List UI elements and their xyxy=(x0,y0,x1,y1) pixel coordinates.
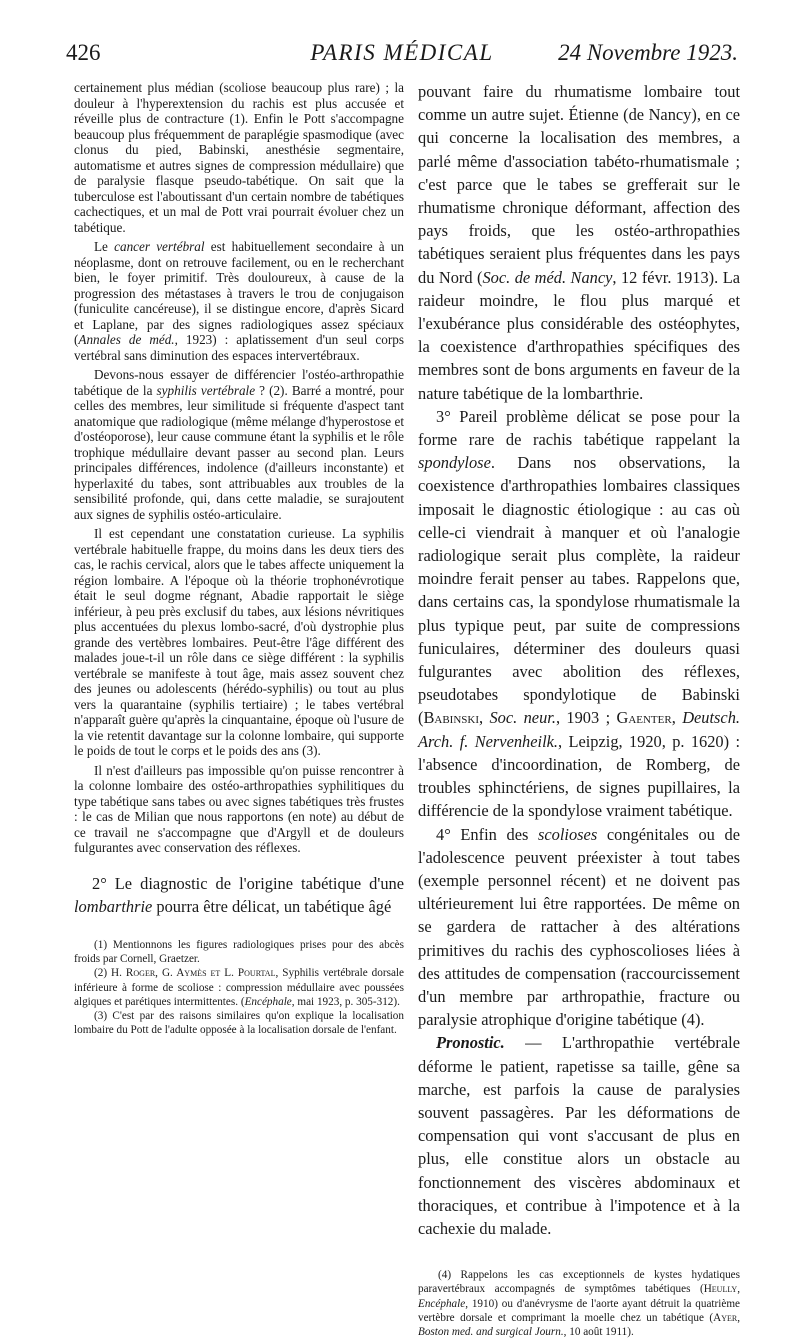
citation-annales: Annales de méd. xyxy=(78,332,175,347)
journal-title: PARIS MÉDICAL xyxy=(310,40,494,65)
issue-date: 24 Novembre 1923. xyxy=(558,40,738,65)
term-cancer-vertebral: cancer vertébral xyxy=(114,239,205,254)
citation-boston-journ: Boston med. and surgical Journ. xyxy=(418,1325,564,1338)
citation-deutsch-arch: Deutsch. Arch. f. Nervenheilk. xyxy=(418,708,740,751)
term-scolioses: scolioses xyxy=(538,824,598,844)
paragraph-diagnostic-2: 2° Le diagnostic de l'origine tabétique d'une lombarthrie pourra être délicat, un tabétique âgé xyxy=(74,873,404,916)
footnote-1: (1) Mentionnons les figures radiologiques prises pour des abcès froids par Cornell, Graetzer. xyxy=(74,938,404,966)
citation-soc-med-nancy: Soc. de méd. Nancy xyxy=(482,267,613,287)
citation-encephale-1910: Encéphale xyxy=(418,1297,466,1310)
term-spondylose: spondylose xyxy=(418,453,491,473)
footnote-3: (3) C'est par des raisons similaires qu'on explique la localisation lombaire du Pott de l'adulte opposée à la localisation dorsale de l'enfant. xyxy=(74,1009,404,1037)
paragraph-syphilis-vertebrale: Devons-nous essayer de différencier l'ostéo-arthropathie tabétique de la syphilis vertébrale ? (2). Barré a montré, pour celles des membres, leur similitude si fréquente d'aspect tant anatomique que radiologique (même mélange d'hyperostose et d'ostéoporose), leur cause commune étant la syphilis et le rôle trophique médullaire devant passer au second plan. Leurs principales différences, indolence (d'ailleurs inconstante) et hyperlaxité du tabes, sont attribuables aux troubles de la sensibilité profonde, qui, dans cette maladie, se surajoutent aux signes de syphilis ostéo-articulaire. xyxy=(74,367,404,522)
term-lombarthrie: lombarthrie xyxy=(74,896,153,916)
paragraph-diagnostic-4-scolioses: 4° Enfin des scolioses congénitales ou de l'adolescence peuvent préexister à tout tabes (exemple personnel récent) et ne doivent pas ultérieurement lui être rapportées. De même on se gardera de rattacher à des altérations primitives du rachis des cyphoscolioses liées à des attitudes de compensation (raccourcissement d'un membre par arthropathie, fracture ou paralysie atrophique d'origine tabétique (4). xyxy=(418,824,741,1030)
author-heully: Heully xyxy=(703,1283,738,1296)
paragraph-cancer-vertebral: Le cancer vertébral est habituellement secondaire à un néoplasme, dont on retrouve facilement, ou en le recherchant bien, le foyer primitif. Très douloureux, à cause de la progression des métastases à travers le trou de conjugaison (funiculite cancéreuse), il se distingue encore, d'après Sicard et Laplane, par des signes radiologiques assez spéciaux (Annales de méd., 1923) : aplatissement d'un seul corps vertébral sans diminution des espaces intervertébraux. xyxy=(74,239,404,363)
term-syphilis-vertebrale: syphilis vertébrale xyxy=(156,382,256,398)
section-heading-pronostic: Pronostic. xyxy=(436,1033,505,1053)
paragraph-diagnostic-3-spondylose: 3° Pareil problème délicat se pose pour la forme rare de rachis tabétique rappelant la spondylose. Dans nos observations, la coexistence d'arthropathies lombaires classiques imposait le diagnostic étiologique : au cas où celle-ci viendrait à manquer et où l'analogie radiologique serait plus complète, la raideur moindre ferait penser au tabes. Rappelons que, dans certains cas, la spondylose rhumatismale la plus typique peut, par suite de compressions funiculaires, déterminer des douleurs quasi fulgurantes avec abolition des réflexes, pseudotabes spondylotique de Babinski (Babinski, Soc. neur., 1903 ; Gaenter, Deutsch. Arch. f. Nervenheilk., Leipzig, 1920, p. 1620) : l'absence d'incoordination, de Romberg, de troubles sphinctériens, de signes pupillaires, la différencie de la spondylose vraiment tabétique. xyxy=(418,406,740,821)
author-gaenter: Gaenter xyxy=(616,708,672,728)
right-column xyxy=(418,80,740,1339)
page-number: 426 xyxy=(66,40,101,65)
left-column xyxy=(74,80,404,1037)
footnote-4: (4) Rappelons les cas exceptionnels de kystes hydatiques paravertébraux accompagnés de symptômes tabétiques (Heully, Encéphale, 1910) ou d'anévrysme de l'aorte ayant détruit la quatrième vertèbre dorsale et comprimant la moelle chez un tabétique (Ayer, Boston med. and surgical Journ., 10 août 1911). xyxy=(418,1269,740,1338)
author-ayer: Ayer xyxy=(713,1311,738,1324)
paragraph-constatation-curieuse: Il est cependant une constatation curieuse. La syphilis vertébrale habituelle frappe, du moins dans les deux tiers des cas, le rachis cervical, alors que le tabes affecte uniquement la région lombaire. A l'époque où la théorie trophonévrotique était le seul dogme régnant, Abadie rapportait le siège inférieur, à peu près exclusif du tabes, aux lésions névritiques plus accentuées du plexus lombo-sacré, d'où dystrophie plus grande des vertèbres lombaires. Peut-être l'âge différent des malades joue-t-il un rôle dans ce siège différent : la syphilis vertébrale se manifeste à tout âge, mais assez souvent chez des jeunes ou adolescents (hérédo-syphilis) ou tout au plus vers la quarantaine (syphilis tertiaire) ; le tabes vertébral n'apparaît guère qu'après la cinquantaine, époque où l'usure de la vie retentit davantage sur la colonne lombaire, qui supporte le poids de tout le corps et le poids des ans (3). xyxy=(74,526,404,758)
page-header xyxy=(66,40,738,74)
paragraph-pronostic: Pronostic. — L'arthropathie vertébrale déforme le patient, rapetisse sa taille, gêne sa marche, est parfois la cause de paralysies souvent passagères. Par les déformations de compensation qui vont s'accusant de plus en plus, elle constitue alors un obstacle au fonctionnement des viscères abdominaux et thoraciques, et contribue à l'impotence et à la cachexie du malade. xyxy=(418,1033,740,1238)
paragraph-milian-case: Il n'est d'ailleurs pas impossible qu'on puisse rencontrer à la colonne lombaire des ostéo-arthropathies syphilitiques du type tabétique sans tabes ou avec signes tabétiques très frustes : le cas de Milian que nous rapportons (en note) au début de ce travail ne s'accompagne que d'Argyll et de douleurs fulgurantes avec conservation des réflexes. xyxy=(74,762,404,855)
paragraph-rhumatisme-lombaire: pouvant faire du rhumatisme lombaire tout comme un autre sujet. Étienne (de Nancy), en ce qui concerne la localisation des membres, a parlé même d'association tabéto-rhumatismale ; c'est parce que le tabes se grefferait sur le rhumatisme chronique déformant, affection des pays froids, que les ostéo-arthropathies tabétiques seraient plus fréquentes dans les pays du Nord (Soc. de méd. Nancy, 12 févr. 1913). La raideur moindre, le flou plus marqué et l'exubérance plus considérable des ostéophytes, la coexistence d'arthropathies spécifiques des membres sont de bons arguments en faveur de la nature tabétique de la lombarthrie. xyxy=(418,82,740,403)
citation-encephale: Encéphale xyxy=(244,995,292,1008)
footnote-2-authors: H. Roger, G. Aymès et L. Pourtal xyxy=(111,967,276,980)
citation-soc-neur: Soc. neur. xyxy=(489,708,556,728)
author-babinski: Babinski xyxy=(423,708,480,728)
footnote-2: (2) H. Roger, G. Aymès et L. Pourtal, Syphilis vertébrale dorsale inférieure à forme de scoliose : compression médullaire avec poussées algiques et parétiques intermittentes. (Encéphale, mai 1923, p. 305-312). xyxy=(74,967,404,1008)
paragraph-pott-comparison: certainement plus médian (scoliose beaucoup plus rare) ; la douleur à l'hyperextension du rachis est plus accusée et réveille plus de contracture (1). Enfin le Pott s'accompagne beaucoup plus fréquemment de paraplégie spasmodique (avec clonus du pied, Babinski, anesthésie segmentaire, automatisme et autres signes de compression médullaire) que de paralysie flasque pseudo-tabétique. On sait que la tuberculose est l'aboutissant d'un certain nombre de tabétiques cachectiques, et un mal de Pott vrai pourrait évoluer chez un tabétique. xyxy=(74,80,404,235)
